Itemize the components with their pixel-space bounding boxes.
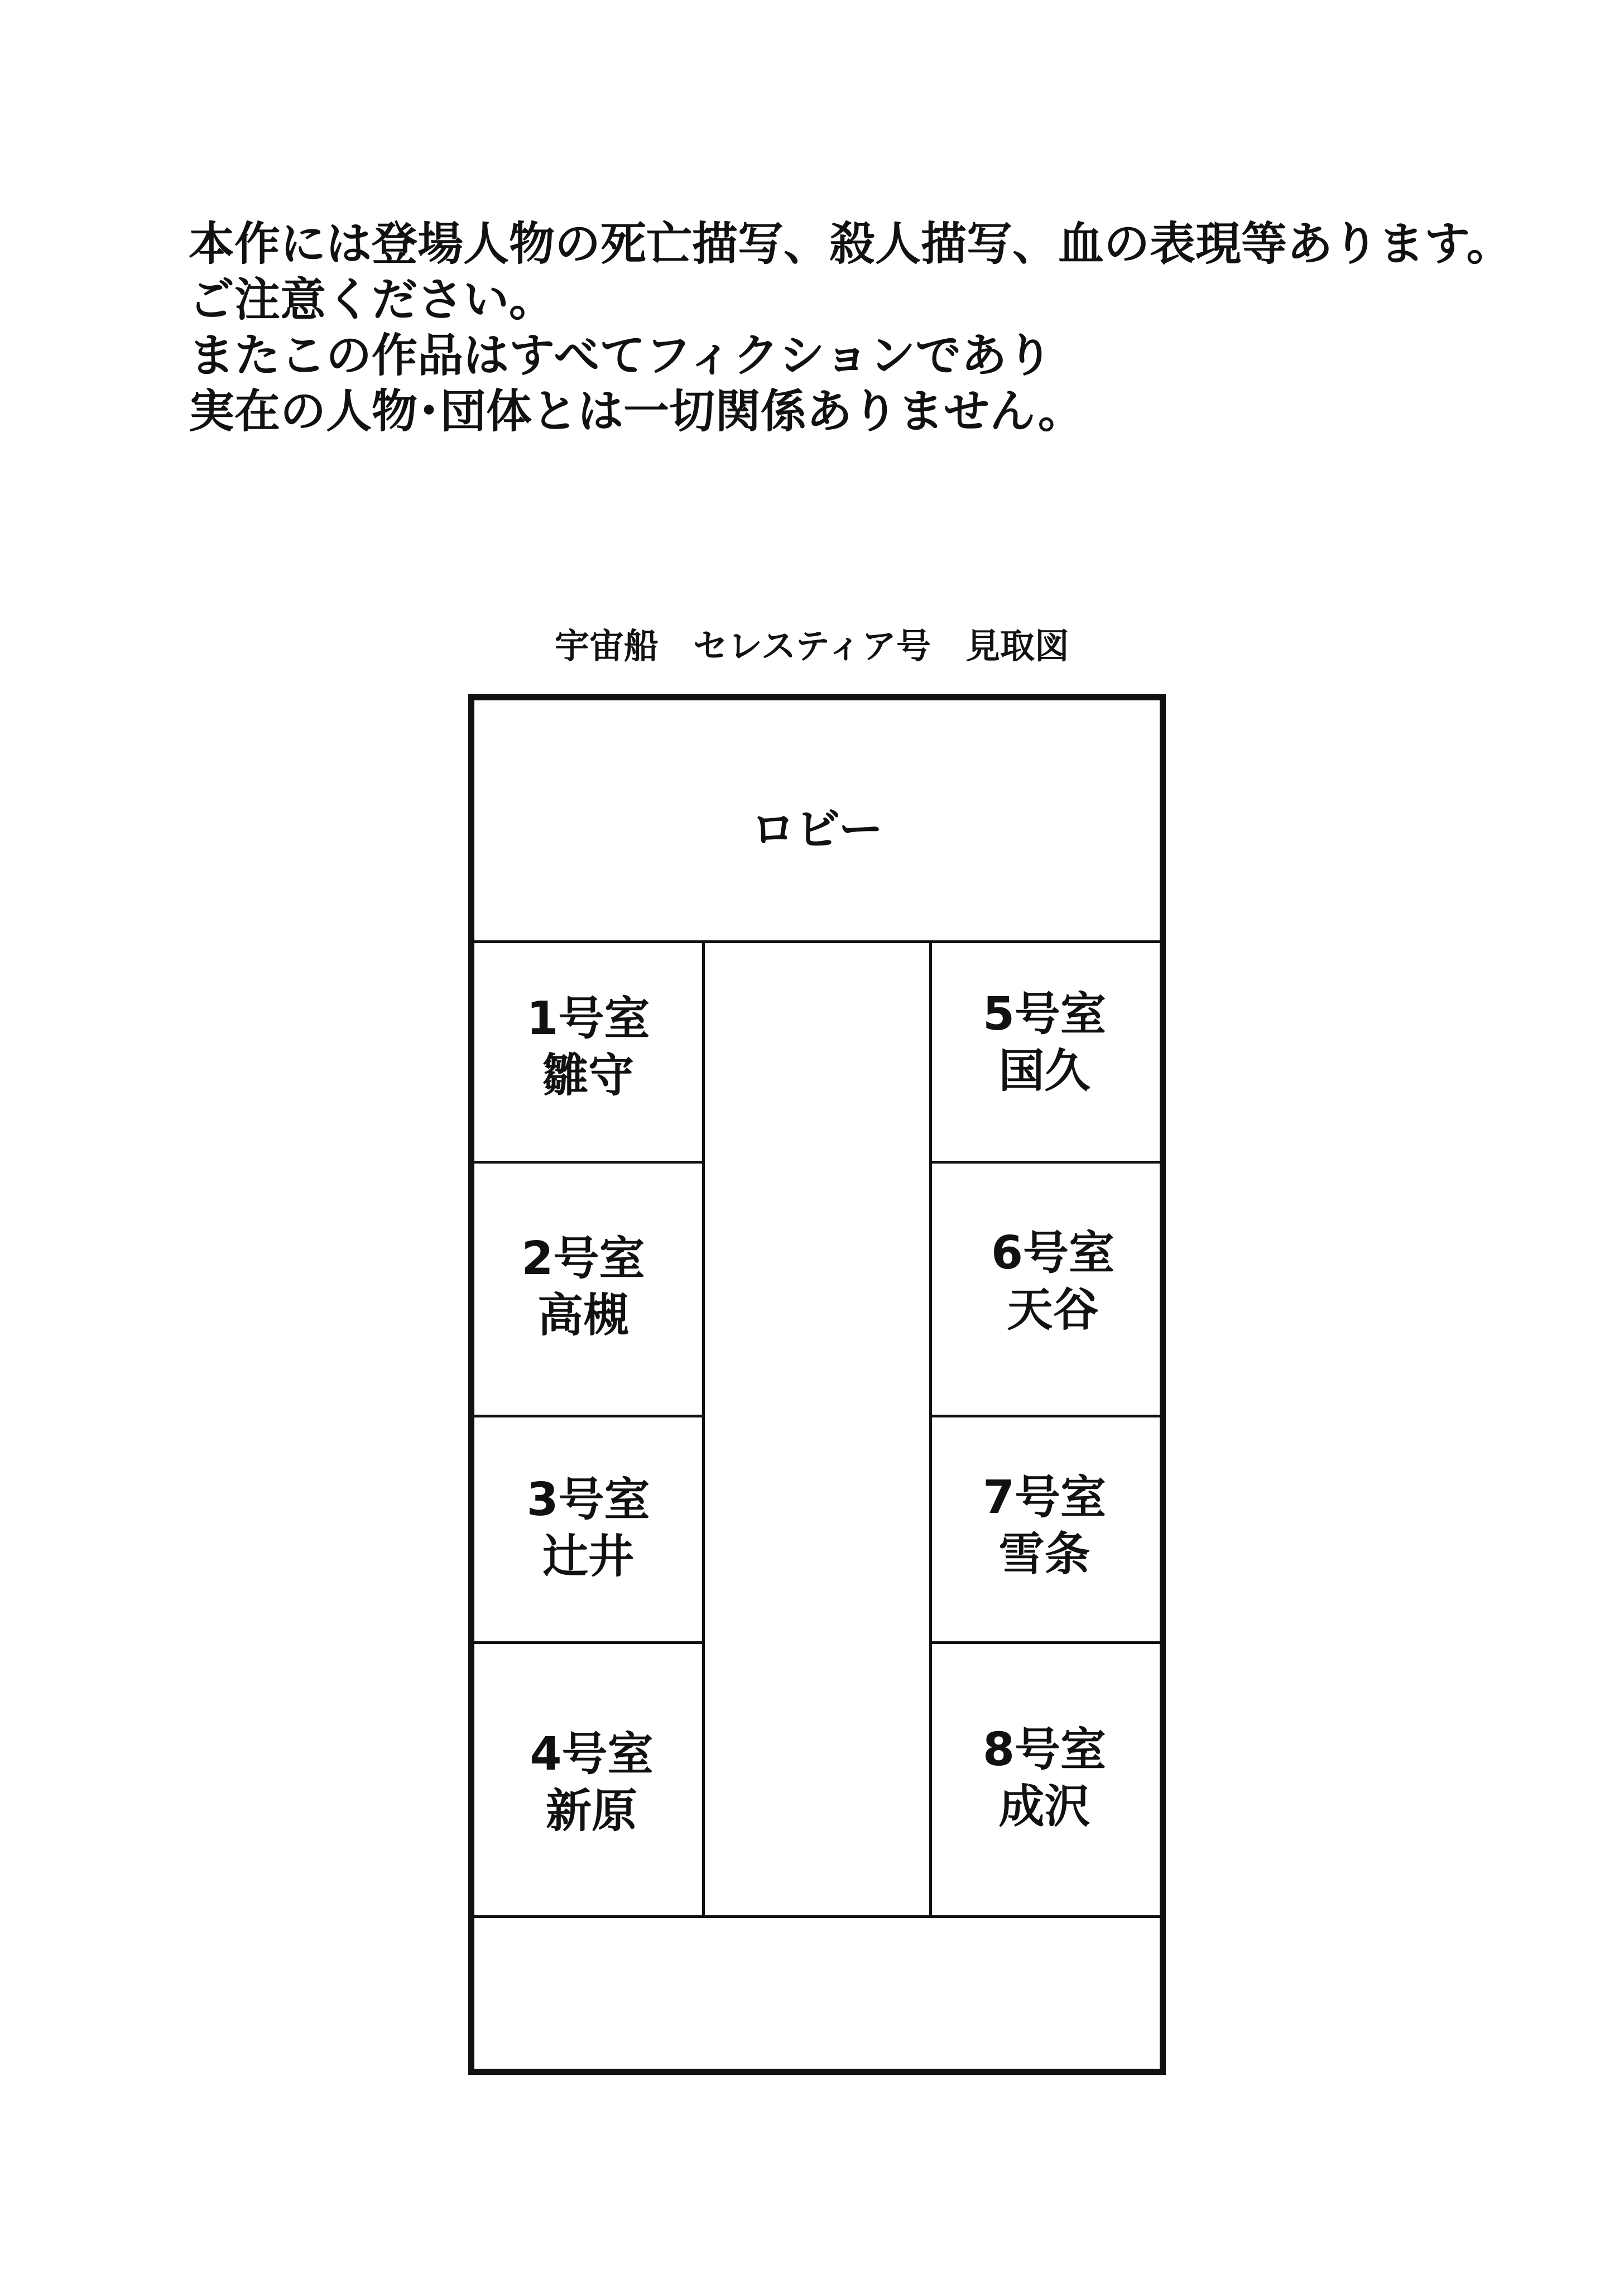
notice-line: 実在の人物･団体とは一切関係ありません。	[189, 385, 1084, 439]
room-divider	[929, 1415, 1160, 1417]
floor-plan-title: 宇宙船 セレスティア号 見取図	[555, 626, 1069, 666]
content-warning	[189, 217, 1584, 440]
room-4-label	[474, 1726, 709, 1839]
room-divider	[929, 1641, 1160, 1644]
notice-line: またこの作品はすべてフィクションであり	[189, 329, 1053, 383]
room-3-label	[474, 1472, 702, 1585]
notice-line: ご注意ください。	[189, 273, 555, 327]
lobby-wall	[474, 940, 1160, 943]
room-occupant: 高槻	[537, 1289, 629, 1342]
room-number: 3号室	[526, 1473, 650, 1526]
room-number: 1号室	[526, 992, 650, 1045]
room-1-label	[474, 991, 702, 1104]
room-number: 2号室	[521, 1232, 645, 1285]
room-number: 7号室	[982, 1471, 1107, 1524]
rear-wall	[474, 1915, 1160, 1918]
room-2-label	[474, 1231, 692, 1344]
room-6-label	[938, 1225, 1168, 1338]
lobby-label: ロビー	[751, 804, 883, 856]
room-8-label	[929, 1722, 1160, 1835]
room-occupant: 新原	[545, 1784, 637, 1838]
room-occupant: 国久	[998, 1044, 1090, 1098]
room-divider	[474, 1641, 704, 1644]
room-number: 8号室	[982, 1723, 1107, 1776]
room-occupant: 天谷	[1007, 1283, 1099, 1337]
room-number: 4号室	[530, 1728, 654, 1781]
room-occupant: 辻井	[542, 1530, 634, 1583]
notice-line: 本作には登場人物の死亡描写、殺人描写、血の表現等あります。	[189, 218, 1512, 271]
room-divider	[474, 1415, 704, 1417]
room-number: 6号室	[991, 1227, 1115, 1280]
room-occupant: 成沢	[998, 1780, 1090, 1833]
room-number: 5号室	[982, 988, 1107, 1041]
room-5-label	[929, 986, 1160, 1099]
room-divider	[929, 1161, 1160, 1164]
room-occupant: 雪条	[998, 1527, 1090, 1581]
room-occupant: 雛守	[542, 1049, 634, 1102]
room-7-label	[929, 1469, 1160, 1583]
floor-plan	[468, 694, 1166, 2075]
room-divider	[474, 1161, 704, 1164]
